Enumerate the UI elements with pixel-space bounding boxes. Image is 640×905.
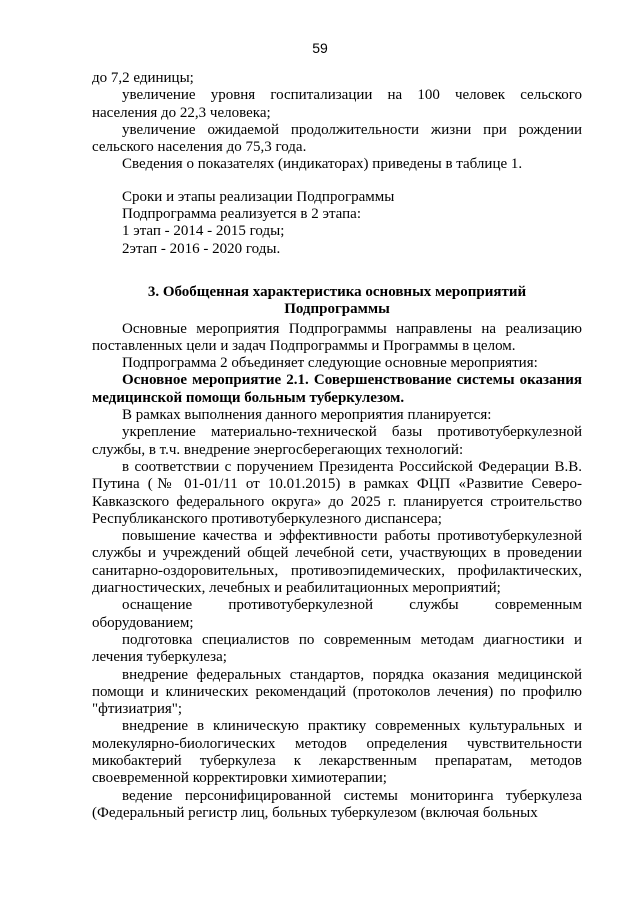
paragraph: Основные мероприятия Подпрограммы направлены на реализацию поставленных цели и задач Подпрограммы и Программы в целом. xyxy=(92,320,582,354)
stages-line: Подпрограмма реализуется в 2 этапа: xyxy=(122,206,361,223)
paragraph: Подпрограмма 2 объединяет следующие основные мероприятия: xyxy=(122,355,538,372)
stages-line: 1 этап - 2014 - 2015 годы; xyxy=(122,223,285,240)
paragraph: повышение качества и эффективности работы противотуберкулезной службы и учреждений общей лечебной сети, участвующих в проведении санитарно-оздоровительных, противоэпидемических, профилактических, диагностических, лечебных и реабилитационных мероприятий; xyxy=(92,528,582,597)
paragraph: оснащение противотуберкулезной службы современным оборудованием; xyxy=(92,597,582,631)
main-activity-title: Основное мероприятие 2.1. Совершенствование системы оказания медицинской помощи больным туберкулезом. xyxy=(92,372,582,406)
stages-line: 2этап - 2016 - 2020 годы. xyxy=(122,240,281,257)
section-heading-line2: Подпрограммы xyxy=(284,301,390,318)
section-heading xyxy=(92,284,582,319)
page-number: 59 xyxy=(312,40,328,56)
paragraph: Сведения о показателях (индикаторах) приведены в таблице 1. xyxy=(122,156,523,173)
paragraph: до 7,2 единицы; xyxy=(92,70,194,86)
paragraph: внедрение федеральных стандартов, порядка оказания медицинской помощи и клинических рекомендаций (протоколов лечения) по профилю "фтизиатрия"; xyxy=(92,666,582,718)
paragraph: укрепление материально-технической базы противотуберкулезной службы, в т.ч. внедрение энергосберегающих технологий: xyxy=(92,424,582,458)
paragraph: подготовка специалистов по современным методам диагностики и лечения туберкулеза; xyxy=(92,631,582,666)
section-heading-line1: 3. Обобщенная характеристика основных мероприятий xyxy=(147,283,527,300)
page-body xyxy=(92,70,582,822)
paragraph: увеличение уровня госпитализации на 100 человек сельского населения до 22,3 человека; xyxy=(92,87,582,121)
paragraph: ведение персонифицированной системы мониторинга туберкулеза (Федеральный регистр лиц, больных туберкулезом (включая больных xyxy=(92,787,582,821)
stages-title: Сроки и этапы реализации Подпрограммы xyxy=(122,188,395,205)
paragraph: В рамках выполнения данного мероприятия планируется: xyxy=(122,407,492,424)
paragraph: увеличение ожидаемой продолжительности жизни при рождении сельского населения до 75,3 года. xyxy=(92,121,582,156)
paragraph: в соответствии с поручением Президента Российской Федерации В.В. Путина (№ 01-01/11 от 10.01.2015) в рамках ФЦП «Развитие Северо-Кавказского федерального округа» до 2025 г. планируется строительство Республиканского противотуберкулезного диспансера; xyxy=(92,458,582,527)
paragraph: внедрение в клиническую практику современных культуральных и молекулярно-биологических методов определения чувствительности микобактерий туберкулеза к лекарственным препаратам, методов своевременной корректировки химиотерапии; xyxy=(92,718,582,787)
